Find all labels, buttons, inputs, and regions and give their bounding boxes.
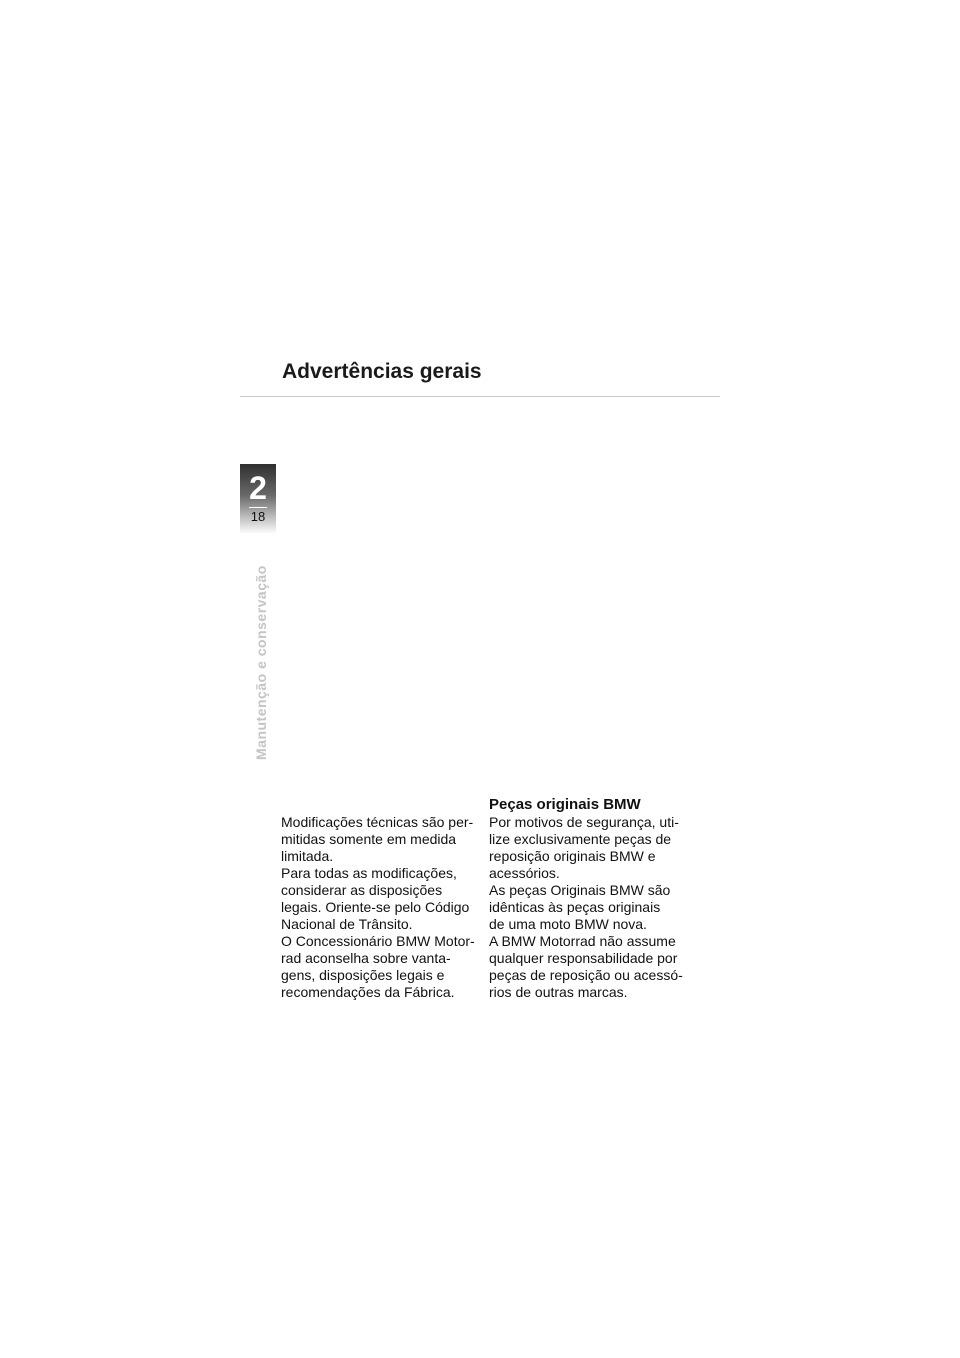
page-number: 18	[250, 509, 266, 524]
paragraph-line: As peças Originais BMW são	[489, 882, 671, 898]
paragraph-line: A BMW Motorrad não assume	[489, 933, 676, 949]
paragraph-line: Para todas as modificações,	[281, 865, 457, 881]
paragraph-line: peças de reposição ou acessó-	[489, 967, 683, 983]
paragraph-line: legais. Oriente-se pelo Código	[281, 899, 470, 915]
paragraph-line: Modificações técnicas são per-	[281, 814, 474, 830]
chapter-tab	[240, 464, 276, 534]
title-divider	[240, 396, 720, 397]
paragraph-line: O Concessionário BMW Motor-	[281, 933, 475, 949]
paragraph-line: de uma moto BMW nova.	[489, 916, 647, 932]
section-side-label: Manutenção e conservação	[253, 565, 269, 760]
page-title: Advertências gerais	[282, 360, 482, 383]
paragraph-line: mitidas somente em medida	[281, 831, 457, 847]
left-text-column	[281, 796, 486, 1001]
paragraph-line: recomendações da Fábrica.	[281, 984, 455, 1000]
chapter-number: 2	[249, 470, 267, 506]
right-text-column	[489, 796, 694, 1001]
section-heading: Peças originais BMW	[489, 796, 641, 813]
paragraph-line: Nacional de Trânsito.	[281, 916, 413, 932]
chapter-divider	[249, 507, 267, 508]
paragraph-line: acessórios.	[489, 865, 560, 881]
paragraph-line: Por motivos de segurança, uti-	[489, 814, 679, 830]
paragraph-line: rios de outras marcas.	[489, 984, 628, 1000]
paragraph-line: idênticas às peças originais	[489, 899, 661, 915]
paragraph-line: limitada.	[281, 848, 334, 864]
paragraph-line: considerar as disposições	[281, 882, 443, 898]
paragraph-line: rad aconselha sobre vanta-	[281, 950, 451, 966]
heading-spacer	[281, 796, 486, 814]
paragraph-line: gens, disposições legais e	[281, 967, 445, 983]
paragraph-line: lize exclusivamente peças de	[489, 831, 672, 847]
paragraph-line: reposição originais BMW e	[489, 848, 656, 864]
paragraph-line: qualquer responsabilidade por	[489, 950, 678, 966]
